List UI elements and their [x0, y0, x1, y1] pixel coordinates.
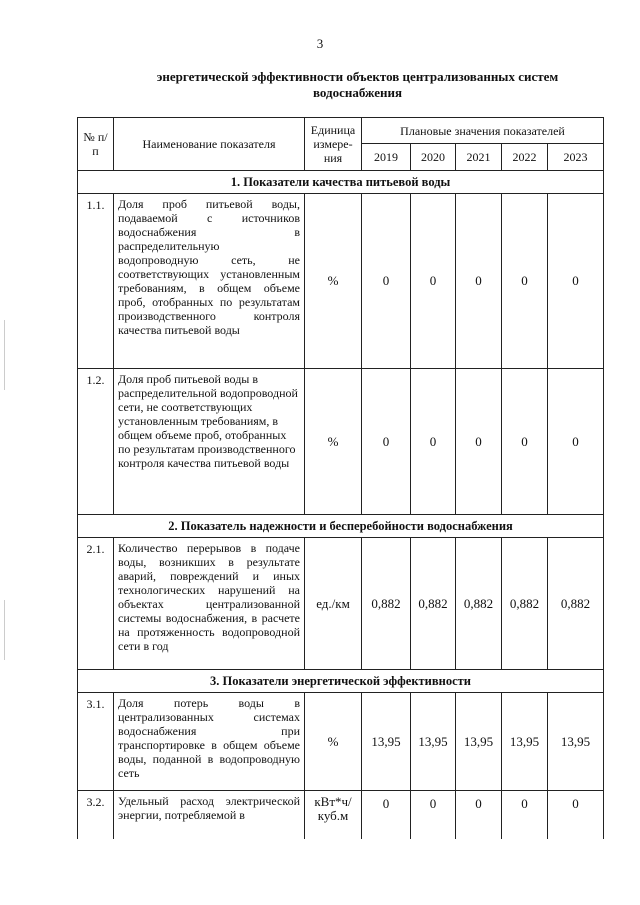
unit-cell: %: [305, 369, 362, 515]
section-title: 1. Показатели качества питьевой воды: [78, 171, 604, 194]
value-cell: 0,882: [362, 538, 411, 670]
document-title: [110, 69, 605, 101]
value-cell: 0: [456, 791, 502, 839]
header-unit: Единица измере-ния: [305, 118, 362, 171]
indicators-table: [77, 117, 604, 839]
value-cell: 0: [548, 369, 604, 515]
row-number: 3.1.: [78, 693, 114, 791]
value-cell: 0,882: [456, 538, 502, 670]
value-cell: 0: [411, 791, 456, 839]
indicator-name: Доля проб питьевой воды, подаваемой с источников водоснабжения в распределительную водопроводную сеть, не соответствующих установленным требованиям, в общем объеме проб, отобранных по результатам производственного контроля качества питьевой воды: [114, 194, 305, 369]
header-planned-values: Плановые значения показателей: [362, 118, 604, 144]
header-num: № п/п: [78, 118, 114, 171]
value-cell: 0,882: [411, 538, 456, 670]
value-cell: 0: [502, 791, 548, 839]
value-cell: 0: [456, 194, 502, 369]
title-line-2: водоснабжения: [312, 85, 403, 100]
header-name: Наименование показателя: [114, 118, 305, 171]
header-row-1: [78, 118, 604, 144]
section-row: [78, 670, 604, 693]
value-cell: 0: [548, 791, 604, 839]
title-line-1: энергетической эффективности объектов централизованных систем: [156, 69, 559, 84]
section-title: 3. Показатели энергетической эффективности: [78, 670, 604, 693]
indicator-name: Удельный расход электрической энергии, потребляемой в: [114, 791, 305, 839]
value-cell: 0: [411, 194, 456, 369]
value-cell: 13,95: [362, 693, 411, 791]
value-cell: 0: [456, 369, 502, 515]
unit-cell: ед./км: [305, 538, 362, 670]
header-year: 2019: [362, 144, 411, 171]
value-cell: 0: [362, 194, 411, 369]
table-row: [78, 369, 604, 515]
value-cell: 13,95: [502, 693, 548, 791]
value-cell: 0: [362, 369, 411, 515]
row-number: 1.1.: [78, 194, 114, 369]
value-cell: 0,882: [548, 538, 604, 670]
value-cell: 0: [502, 194, 548, 369]
section-title: 2. Показатель надежности и бесперебойности водоснабжения: [78, 515, 604, 538]
page-number: 3: [316, 36, 324, 51]
header-year: 2021: [456, 144, 502, 171]
unit-cell: кВт*ч/ куб.м: [305, 791, 362, 839]
value-cell: 13,95: [411, 693, 456, 791]
table-row: [78, 693, 604, 791]
table-row: [78, 791, 604, 839]
row-number: 2.1.: [78, 538, 114, 670]
indicator-name: Количество перерывов в подаче воды, возникших в результате аварий, повреждений и иных технологических нарушений на объектах централизованной системы водоснабжения, в расчете на протяженность водопроводной сети в год: [114, 538, 305, 670]
indicator-name: Доля проб питьевой воды в распределительной водопроводной сети, не соответствующих установленным требованиям, в общем объеме проб, отобранных по результатам производственного контроля качества питьевой воды: [114, 369, 305, 515]
value-cell: 0: [411, 369, 456, 515]
header-year: 2022: [502, 144, 548, 171]
value-cell: 0: [502, 369, 548, 515]
header-year: 2023: [548, 144, 604, 171]
indicator-name: Доля потерь воды в централизованных системах водоснабжения при транспортировке в общем объеме воды, поданной в водопроводную сеть: [114, 693, 305, 791]
value-cell: 0,882: [502, 538, 548, 670]
header-year: 2020: [411, 144, 456, 171]
row-number: 1.2.: [78, 369, 114, 515]
unit-cell: %: [305, 194, 362, 369]
table-row: [78, 194, 604, 369]
value-cell: 0: [362, 791, 411, 839]
row-number: 3.2.: [78, 791, 114, 839]
section-row: [78, 515, 604, 538]
unit-cell: %: [305, 693, 362, 791]
value-cell: 13,95: [456, 693, 502, 791]
scan-edge-mark: [4, 320, 5, 390]
table-row: [78, 538, 604, 670]
value-cell: 13,95: [548, 693, 604, 791]
scan-edge-mark: [4, 600, 5, 660]
section-row: [78, 171, 604, 194]
value-cell: 0: [548, 194, 604, 369]
